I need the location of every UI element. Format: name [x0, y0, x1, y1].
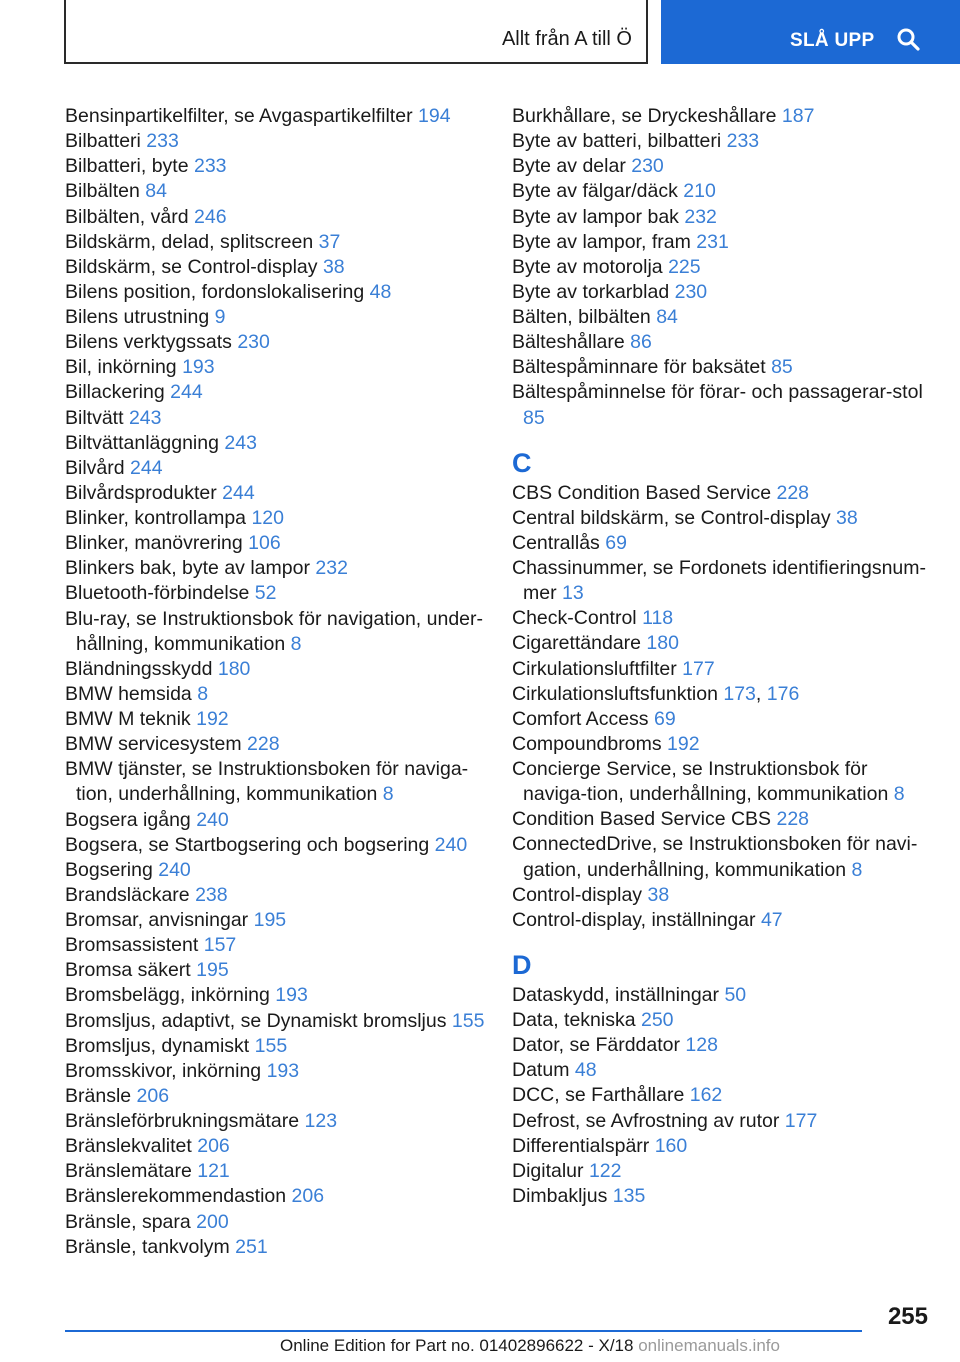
page-reference-link[interactable]: 69 — [653, 707, 676, 730]
index-entry — [65, 983, 485, 1008]
page-reference-link[interactable]: 48 — [369, 280, 392, 303]
index-entry — [65, 255, 485, 280]
index-entry — [65, 657, 485, 682]
page-reference-link[interactable]: 232 — [315, 557, 348, 580]
index-entry — [512, 330, 932, 355]
page-reference-link[interactable]: 118 — [642, 607, 674, 630]
index-entry-text: Data, tekniska — [512, 1009, 636, 1031]
index-entry-text: Bildskärm, delad, splitscreen — [65, 230, 314, 253]
page-reference-link[interactable]: 69 — [605, 531, 627, 554]
tab-a-to-z-label: Allt från A till Ö — [501, 28, 632, 50]
index-entry — [65, 1210, 485, 1235]
page-reference-link[interactable]: 120 — [251, 507, 284, 529]
index-entry-text: Concierge Service, se Instruktionsbok för naviga-tion, underhållning, kommunikation — [512, 758, 889, 806]
index-entry-text: Bromsskivor, inkörning — [65, 1059, 262, 1082]
page-reference-link[interactable]: 135 — [612, 1184, 646, 1207]
index-entry — [65, 406, 485, 431]
page-reference-link[interactable]: 233 — [726, 130, 760, 153]
page-reference-link[interactable]: 233 — [146, 130, 179, 153]
index-entry-text: Byte av delar — [512, 155, 626, 178]
index-entry — [512, 179, 932, 204]
index-entry-text: Bogsera, se Startbogsering och bogsering — [65, 833, 430, 856]
index-entry-text: Bluetooth-förbindelse — [65, 582, 250, 605]
index-column-left — [65, 104, 485, 1260]
page-reference-link[interactable]: 50 — [724, 983, 747, 1006]
index-entry-text: Condition Based Service CBS — [512, 808, 772, 831]
page-reference-link[interactable]: 176 — [766, 682, 800, 705]
page-reference-link[interactable]: 9 — [214, 306, 226, 328]
page-reference-link[interactable]: 48 — [574, 1059, 597, 1082]
index-entry-text: Blinker, manövrering — [65, 532, 243, 555]
index-entry — [512, 883, 932, 908]
page-reference-link[interactable]: 231 — [696, 230, 729, 253]
index-entry — [65, 230, 485, 255]
index-entry — [65, 205, 485, 230]
page-reference-link[interactable]: 243 — [128, 406, 162, 429]
footer — [280, 1336, 780, 1356]
index-entry — [65, 154, 485, 179]
page-reference-link[interactable]: 157 — [203, 934, 237, 957]
page-reference-link[interactable]: 177 — [682, 657, 715, 680]
index-entry-text: Bältespåminnare för baksätet — [512, 356, 766, 379]
page-reference-link[interactable]: 8 — [893, 783, 905, 806]
index-entry-text: DCC, se Farthållare — [512, 1084, 685, 1107]
page-reference-link[interactable]: 37 — [318, 230, 341, 253]
page-reference-link[interactable]: 206 — [291, 1185, 325, 1208]
index-entry — [65, 607, 485, 657]
page-reference-link[interactable]: 52 — [254, 582, 277, 605]
index-entry — [512, 506, 932, 531]
page-reference-link[interactable]: 160 — [654, 1134, 688, 1157]
index-entry — [65, 330, 485, 355]
page-reference-link[interactable]: 122 — [588, 1159, 622, 1182]
section-letter: D — [512, 949, 532, 980]
index-entry — [512, 129, 932, 154]
index-entry-text: Byte av fälgar/däck — [512, 180, 678, 203]
index-entry — [512, 556, 932, 606]
index-entry-text: Bildskärm, se Control-display — [65, 255, 318, 278]
index-entry-text: Dataskydd, inställningar — [512, 983, 720, 1006]
page-reference-link[interactable]: 240 — [158, 858, 191, 881]
index-entry — [512, 1083, 932, 1108]
index-entry — [65, 380, 485, 405]
page-number: 255 — [887, 1303, 928, 1330]
page-reference-link[interactable]: 177 — [784, 1109, 818, 1132]
index-entry-text: Bälten, bilbälten — [512, 306, 651, 328]
index-entry-text: Bromsbelägg, inkörning — [65, 984, 270, 1007]
index-entry — [512, 807, 932, 832]
index-entry — [65, 1084, 485, 1109]
index-entry-text: Bogsering — [65, 858, 153, 881]
page-reference-link[interactable]: 38 — [836, 506, 858, 529]
page-reference-link[interactable]: 86 — [630, 331, 652, 354]
page-reference-link[interactable]: 193 — [182, 356, 215, 379]
index-entry-text: Differentialspärr — [512, 1134, 650, 1157]
index-entry-text: Control-display — [512, 883, 643, 906]
page-reference-link[interactable]: 243 — [224, 431, 257, 454]
index-entry — [65, 1059, 485, 1084]
index-entry — [512, 380, 932, 430]
index-entry-text: Bilens verktygssats — [65, 331, 232, 354]
index-entry-text: Defrost, se Avfrostning av rutor — [512, 1109, 780, 1132]
index-entry — [65, 1034, 485, 1059]
page-reference-link[interactable]: 106 — [248, 532, 281, 555]
index-entry-text: Control-display, inställningar — [512, 908, 756, 931]
index-entry-text: CBS Condition Based Service — [512, 481, 772, 504]
index-entry — [512, 154, 932, 179]
page-reference-link[interactable]: 47 — [760, 908, 783, 931]
page-reference-link[interactable]: 225 — [668, 255, 701, 278]
index-entry — [512, 280, 932, 305]
index-entry-text: Bränsle, tankvolym — [65, 1235, 230, 1258]
index-entry-text: Bromsljus, adaptivt, se Dynamiskt bromsljus — [65, 1009, 447, 1032]
index-entry — [512, 1134, 932, 1159]
index-entry — [512, 1109, 932, 1134]
page-reference-link[interactable]: 8 — [290, 632, 302, 655]
index-entry-text: Burkhållare, se Dryckeshållare — [512, 105, 777, 127]
index-entry — [512, 355, 932, 380]
index-entry — [65, 481, 485, 506]
section-letter: C — [512, 447, 532, 478]
index-entry-text: Bränslerekommendastion — [65, 1185, 287, 1208]
index-entry-text: Central bildskärm, se Control-display — [512, 506, 831, 529]
page-reference-link[interactable]: 233 — [193, 155, 227, 178]
page-reference-link[interactable]: 180 — [217, 657, 251, 680]
index-entry — [65, 431, 485, 456]
page-reference-link[interactable]: 228 — [776, 808, 810, 831]
index-entry-text: Cirkulationsluftfilter — [512, 657, 677, 680]
index-entry-text: Bränsle — [65, 1084, 132, 1107]
page-reference-link[interactable]: 121 — [197, 1160, 230, 1183]
index-entry-text: Digitalur — [512, 1159, 584, 1182]
page-reference-link[interactable]: 192 — [196, 708, 229, 730]
index-entry — [512, 757, 932, 807]
index-entry — [65, 883, 485, 908]
index-entry — [512, 983, 932, 1008]
index-entry-text: Blu-ray, se Instruktionsbok för navigation, under-hållning, kommunikation — [65, 607, 484, 655]
index-entry-text: ConnectedDrive, se Instruktionsboken för navi-gation, underhållning, kommunikation — [512, 833, 918, 881]
page-reference-link[interactable]: 187 — [781, 105, 815, 127]
index-entry — [512, 657, 932, 682]
page-reference-link[interactable]: 230 — [631, 155, 664, 178]
index-entry — [512, 1159, 932, 1184]
page-reference-link[interactable]: 13 — [562, 582, 584, 605]
search-icon — [896, 27, 920, 51]
index-entry-text: Compoundbroms — [512, 732, 662, 755]
page-reference-link[interactable]: 85 — [771, 356, 793, 379]
index-entry-text: Dimbakljus — [512, 1184, 608, 1207]
index-entry — [512, 732, 932, 757]
index-entry-text: Bromsljus, dynamiskt — [65, 1034, 250, 1057]
index-entry — [512, 305, 932, 330]
page-reference-link[interactable]: 85 — [523, 406, 545, 429]
index-column-right — [512, 104, 932, 1209]
index-entry — [65, 908, 485, 933]
page-reference-link[interactable]: 206 — [197, 1135, 230, 1158]
page-reference-link[interactable]: 244 — [130, 456, 163, 479]
tab-search[interactable] — [661, 0, 960, 64]
page-reference-link[interactable]: 8 — [382, 783, 394, 806]
index-entry-text: Byte av motorolja — [512, 255, 663, 278]
page-reference-link[interactable]: 230 — [674, 280, 708, 303]
index-entry — [65, 531, 485, 556]
top-navigation — [0, 0, 960, 66]
index-entry — [512, 104, 932, 129]
index-entry-text: Byte av batteri, bilbatteri — [512, 130, 722, 153]
index-entry — [65, 1009, 485, 1034]
index-entry-text: Check-Control — [512, 607, 637, 630]
index-entry — [65, 1134, 485, 1159]
edition-text: Online Edition for Part no. 01402896622 - X/18 — [280, 1336, 634, 1355]
index-entry-text: Bälteshållare — [512, 331, 625, 354]
index-entry-text: Blinker, kontrollampa — [65, 507, 247, 529]
index-entry-text: Bensinpartikelfilter, se Avgaspartikelfilter — [65, 105, 413, 127]
index-entry — [65, 506, 485, 531]
index-entry — [65, 104, 485, 129]
page-reference-link[interactable]: 180 — [646, 632, 679, 655]
index-entry-text: Biltvätt — [65, 406, 124, 429]
index-entry-text: Bromsa säkert — [65, 959, 191, 982]
index-entry — [65, 1235, 485, 1260]
index-entry — [65, 456, 485, 481]
index-entry — [65, 858, 485, 883]
index-entry-text: Bilvårdsprodukter — [65, 481, 217, 504]
page-reference-link[interactable]: 195 — [253, 909, 287, 931]
index-entry-text: Billackering — [65, 381, 165, 404]
page-reference-link[interactable]: 123 — [304, 1110, 338, 1132]
page-reference-link[interactable]: 162 — [689, 1084, 723, 1107]
index-entry-text: Cirkulationsluftsfunktion — [512, 682, 718, 705]
index-entry-text: Dator, se Färddator — [512, 1034, 680, 1057]
page-reference-link[interactable]: 8 — [851, 858, 863, 881]
index-entry-text: Bilbatteri, byte — [65, 155, 189, 178]
index-entry-text: BMW hemsida — [65, 682, 192, 705]
index-entry-text: Bränslekvalitet — [65, 1135, 192, 1158]
index-entry — [65, 958, 485, 983]
index-entry-text: BMW servicesystem — [65, 733, 242, 756]
page-reference-link[interactable]: 173 — [723, 682, 756, 705]
page-reference-link[interactable]: 228 — [776, 481, 810, 504]
page-reference-link[interactable]: 38 — [322, 255, 345, 278]
page-reference-link[interactable]: 192 — [667, 732, 700, 755]
index-entry — [65, 129, 485, 154]
page-reference-link[interactable]: 240 — [434, 833, 468, 856]
page-reference-link[interactable]: 230 — [237, 331, 270, 354]
page-reference-link[interactable]: 251 — [235, 1235, 268, 1258]
index-entry — [65, 280, 485, 305]
page-reference-link[interactable]: 8 — [197, 682, 209, 705]
index-entry — [65, 305, 485, 330]
page-reference-link[interactable]: 195 — [196, 959, 229, 982]
page-reference-link[interactable]: 240 — [196, 808, 229, 831]
index-entry-text: Bromsar, anvisningar — [65, 909, 249, 931]
page-reference-link[interactable]: 244 — [170, 381, 203, 404]
index-entry-text: Bogsera igång — [65, 808, 191, 831]
index-entry — [65, 833, 485, 858]
index-entry-text: Chassinummer, se Fordonets identifieringsnum-mer — [512, 557, 927, 605]
index-entry — [65, 808, 485, 833]
page-reference-link[interactable]: 194 — [418, 105, 451, 127]
index-entry — [65, 1184, 485, 1209]
index-entry — [65, 757, 485, 807]
index-entry — [512, 481, 932, 506]
index-entry — [512, 1184, 932, 1209]
page-reference-link[interactable]: 84 — [145, 180, 167, 203]
tab-search-label: SLÅ UPP — [790, 30, 875, 51]
index-entry — [512, 255, 932, 280]
index-entry-text: Cigarettändare — [512, 632, 641, 655]
index-entry-text: Bilens utrustning — [65, 306, 210, 328]
index-entry-text: Bilens position, fordonslokalisering — [65, 280, 365, 303]
page-reference-link[interactable]: 250 — [640, 1009, 674, 1031]
page-reference-link[interactable]: 246 — [194, 205, 227, 228]
index-entry-text: Bil, inkörning — [65, 356, 177, 379]
index-entry-text: BMW M teknik — [65, 708, 191, 730]
page-reference-link[interactable]: 200 — [196, 1210, 229, 1233]
page-reference-link[interactable]: 155 — [254, 1034, 288, 1057]
index-entry-text: Bränsleförbrukningsmätare — [65, 1110, 300, 1132]
index-entry-text: Byte av torkarblad — [512, 280, 670, 303]
page-reference-link[interactable]: 128 — [685, 1034, 718, 1057]
tab-a-to-z[interactable] — [64, 0, 648, 64]
index-entry-text: Comfort Access — [512, 707, 649, 730]
index-entry-text: BMW tjänster, se Instruktionsboken för naviga-tion, underhållning, kommunikation — [65, 758, 469, 806]
index-entry — [512, 531, 932, 556]
index-entry-text: Bältespåminnelse för förar- och passagerar-stol — [512, 381, 923, 404]
index-entry-text: Byte av lampor bak — [512, 205, 679, 228]
index-entry-text: Biltvättanläggning — [65, 431, 219, 454]
index-entry — [65, 707, 485, 732]
page-reference-link[interactable]: 193 — [275, 984, 308, 1007]
index-entry — [65, 1159, 485, 1184]
index-entry — [65, 581, 485, 606]
index-entry-text: Blinkers bak, byte av lampor — [65, 557, 310, 580]
index-entry — [512, 230, 932, 255]
index-entry — [65, 1109, 485, 1134]
index-entry-text: Bilbälten, vård — [65, 205, 189, 228]
index-entry — [512, 205, 932, 230]
index-entry-text: Bilbälten — [65, 180, 140, 203]
index-entry — [512, 606, 932, 631]
index-entry-text: Bilbatteri — [65, 130, 141, 153]
watermark: onlinemanuals.info — [638, 1336, 780, 1355]
page-reference-link[interactable]: 38 — [647, 883, 670, 906]
index-entry — [512, 908, 932, 933]
page-reference-link[interactable]: 210 — [683, 180, 716, 203]
page-reference-link[interactable]: 228 — [247, 733, 280, 756]
index-entry-text: Byte av lampor, fram — [512, 230, 691, 253]
page-reference-link[interactable]: 244 — [222, 481, 255, 504]
index-entry — [512, 1058, 932, 1083]
page-reference-link[interactable]: 232 — [684, 205, 717, 228]
index-entry — [65, 682, 485, 707]
page-reference-link[interactable]: 193 — [266, 1059, 300, 1082]
page-reference-link[interactable]: 84 — [656, 306, 678, 328]
page-reference-link[interactable]: 238 — [195, 883, 228, 906]
index-entry-text: Bränsle, spara — [65, 1210, 191, 1233]
page-reference-link[interactable]: 206 — [136, 1084, 170, 1107]
index-entry-text: Bromsassistent — [65, 934, 199, 957]
index-entry — [512, 631, 932, 656]
index-entry-text: Bländningsskydd — [65, 657, 213, 680]
index-entry — [512, 832, 932, 882]
index-entry — [65, 355, 485, 380]
index-entry-text: Datum — [512, 1059, 570, 1082]
index-entry — [65, 933, 485, 958]
index-entry — [65, 179, 485, 204]
index-entry — [512, 1008, 932, 1033]
index-entry: Cirkulationsluftsfunktion 173, 176 — [512, 682, 800, 705]
index-entry-text: Bilvård — [65, 456, 125, 479]
index-entry — [65, 732, 485, 757]
index-entry-text: Brandsläckare — [65, 883, 190, 906]
page-reference-link[interactable]: 155 — [451, 1009, 485, 1032]
index-entry — [512, 1033, 932, 1058]
index-entry — [512, 707, 932, 732]
footer-divider — [65, 1330, 862, 1332]
index-entry — [65, 556, 485, 581]
index-entry-text: Centrallås — [512, 531, 600, 554]
index-entry-text: Bränslemätare — [65, 1160, 192, 1183]
